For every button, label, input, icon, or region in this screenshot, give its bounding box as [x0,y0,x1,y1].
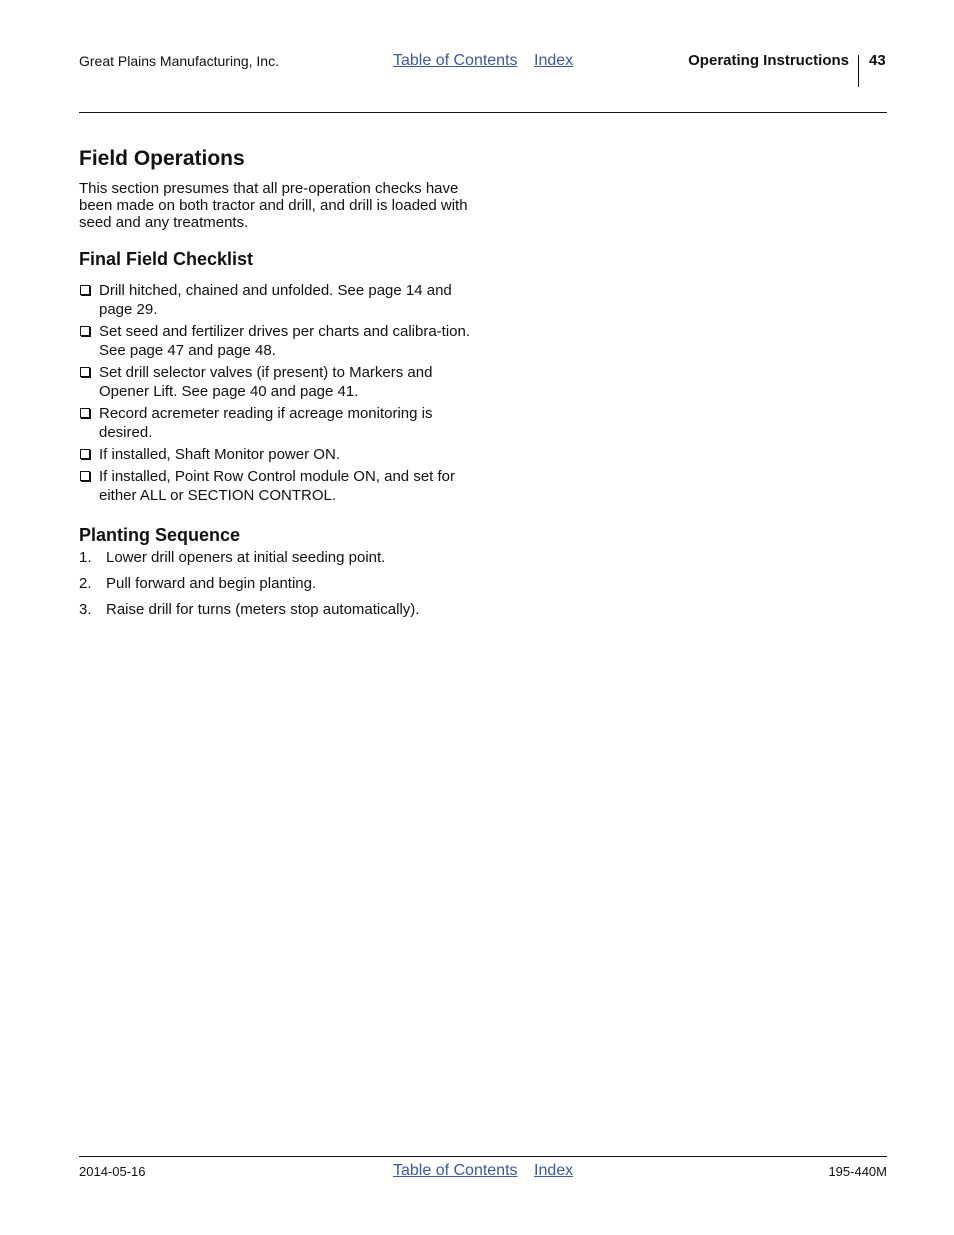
checkbox-icon [80,471,90,481]
footer-index-link[interactable]: Index [534,1162,574,1179]
section-title: Operating Instructions [688,52,849,69]
document-code: 195-440M [828,1164,887,1179]
checklist-heading: Final Field Checklist [79,249,254,269]
checkbox-icon [80,326,90,336]
footer-rule [79,1156,887,1157]
checkbox-icon [80,408,90,418]
company-name: Great Plains Manufacturing, Inc. [79,53,279,69]
header-rule [79,112,887,113]
page-number: 43 [869,52,886,69]
checklist-item: Set seed and fertilizer drives per charts and calibra-tion. See page 47 and page 48. [79,322,479,360]
step-item: 3. Raise drill for turns (meters stop automatically). [79,601,420,618]
checklist-item: If installed, Shaft Monitor power ON. [79,445,479,464]
checklist [79,281,479,508]
step-item: 1. Lower drill openers at initial seeding point. [79,549,386,566]
checkbox-icon [80,367,90,377]
header-index-link[interactable]: Index [534,52,574,69]
footer-toc-link[interactable]: Table of Contents [393,1162,518,1179]
header-toc-link[interactable]: Table of Contents [393,52,518,69]
checklist-item: Set drill selector valves (if present) to Markers and Opener Lift. See page 40 and page 41. [79,363,479,401]
sequence-heading: Planting Sequence [79,525,241,545]
header-divider [858,55,859,87]
checklist-item: Record acremeter reading if acreage monitoring is desired. [79,404,479,442]
planting-steps [79,549,479,627]
checklist-item: Drill hitched, chained and unfolded. See page 14 and page 29. [79,281,479,319]
checkbox-icon [80,285,90,295]
footer-date: 2014-05-16 [79,1164,146,1179]
step-item: 2. Pull forward and begin planting. [79,575,317,592]
page-title: Field Operations [79,147,245,170]
intro-paragraph: This section presumes that all pre-operation checks have been made on both tractor and drill, and drill is loaded with seed and any treatments. [79,180,468,231]
checkbox-icon [80,449,90,459]
checklist-item: If installed, Point Row Control module ON, and set for either ALL or SECTION CONTROL. [79,467,479,505]
